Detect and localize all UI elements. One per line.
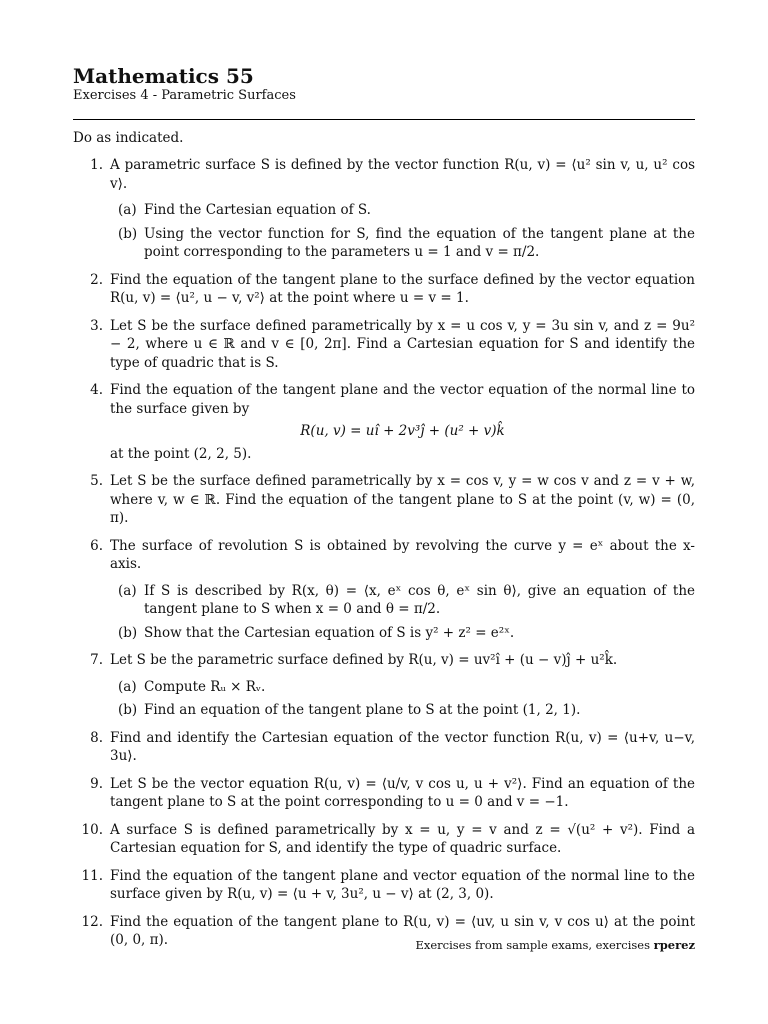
exercise-text: Let S be the surface defined parametrically by x = u cos v, y = 3u sin v, and z = 9u² − 2, where u ∈ ℝ and v ∈ [0, 2π]. Find a Cartesian equation for S and identify the type of quadric that is S. (110, 317, 695, 371)
exercise-part-text: Find an equation of the tangent plane to S at the point (1, 2, 1). (144, 702, 581, 718)
exercise-number: 6. (90, 537, 103, 554)
exercise-number: 9. (90, 775, 103, 792)
exercise-text: A parametric surface S is defined by the vector function R(u, v) = ⟨u² sin v, u, u² cos v⟩. (110, 157, 695, 192)
exercise-number: 3. (90, 317, 103, 334)
exercise-number: 11. (81, 867, 103, 884)
exercise-text: Let S be the vector equation R(u, v) = ⟨u/v, v cos u, u + v²⟩. Find an equation of the tangent plane to S at the point corresponding to u = 0 and v = −1. (110, 775, 695, 810)
document-page (73, 62, 695, 959)
instructions: Do as indicated. (73, 130, 184, 146)
footer-text: Exercises from sample exams, exercises (415, 938, 651, 952)
exercise-part (110, 225, 695, 262)
exercise-part-label: (a) (118, 582, 137, 599)
exercise-text: Find and identify the Cartesian equation of the vector function R(u, v) = ⟨u+v, u−v, 3u⟩. (110, 729, 695, 764)
page-subtitle: Exercises 4 - Parametric Surfaces (73, 88, 296, 103)
exercise-item (73, 775, 695, 812)
exercise-item (73, 156, 695, 262)
exercise-part-text: If S is described by R(x, θ) = ⟨x, eˣ cos θ, eˣ sin θ⟩, give an equation of the tangent plane to S when x = 0 and θ = π/2. (144, 582, 695, 617)
exercise-part (110, 624, 695, 643)
footer-credit (415, 938, 695, 952)
exercise-text: Find the equation of the tangent plane and the vector equation of the normal line to the surface given by (110, 382, 695, 417)
exercise-text: Let S be the surface defined parametrically by x = cos v, y = w cos v and z = v + w, where v, w ∈ ℝ. Find the equation of the tangent plane to S at the point (v, w) = (0, π). (110, 473, 695, 526)
exercise-item (73, 381, 695, 463)
exercise-item (73, 729, 695, 766)
exercise-part (110, 582, 695, 619)
exercise-item (73, 317, 695, 373)
exercise-part-text: Show that the Cartesian equation of S is y² + z² = e²ˣ. (144, 624, 515, 641)
exercise-item (73, 537, 695, 643)
exercise-display-equation: R(u, v) = uî + 2v³ĵ + (u² + v)k̂ (300, 423, 505, 439)
exercise-part (110, 701, 695, 720)
exercise-number: 1. (90, 157, 103, 173)
exercise-number: 7. (90, 652, 103, 668)
exercise-item (73, 651, 695, 720)
exercise-part-text: Using the vector function for S, find the equation of the tangent plane at the point corresponding to the parameters u = 1 and v = π/2. (144, 225, 695, 260)
exercise-list (73, 156, 695, 950)
exercise-text-continued: at the point (2, 2, 5). (110, 445, 252, 462)
footer-author: rperez (653, 938, 695, 952)
exercise-number: 10. (81, 821, 103, 838)
header-divider (73, 119, 695, 120)
exercise-text: A surface S is defined parametrically by x = u, y = v and z = √(u² + v²). Find a Cartesian equation for S, and identify the type of quadric surface. (110, 821, 695, 856)
exercise-parts (110, 582, 695, 643)
exercise-parts (110, 201, 695, 262)
exercise-number: 5. (90, 473, 103, 489)
exercise-part-label: (b) (118, 702, 138, 718)
exercise-part (110, 201, 695, 220)
page-title: Mathematics 55 (73, 64, 254, 88)
exercise-item (73, 472, 695, 528)
exercise-text: The surface of revolution S is obtained by revolving the curve y = eˣ about the x-axis. (110, 537, 695, 572)
exercise-part-label: (a) (118, 202, 137, 218)
exercise-part-text: Find the Cartesian equation of S. (144, 202, 371, 218)
exercise-text: Let S be the parametric surface defined by R(u, v) = uv²î + (u − v)ĵ + u²k̂. (110, 652, 618, 668)
exercise-part (110, 678, 695, 697)
exercise-text: Find the equation of the tangent plane and vector equation of the normal line to the surface given by R(u, v) = ⟨u + v, 3u², u − v⟩ at (2, 3, 0). (110, 867, 695, 902)
exercise-item (73, 867, 695, 904)
exercise-part-label: (b) (118, 624, 138, 641)
exercise-text: Find the equation of the tangent plane to R(u, v) = ⟨uv, u sin v, v cos u⟩ at the point (0, 0, π). (110, 913, 695, 948)
exercise-item (73, 821, 695, 858)
exercise-number: 8. (90, 729, 103, 746)
exercise-text: Find the equation of the tangent plane to the surface defined by the vector equation R(u, v) = ⟨u², u − v, v²⟩ at the point where u = v = 1. (110, 271, 695, 306)
exercise-parts (110, 678, 695, 720)
exercise-item (73, 271, 695, 308)
exercise-part-text: Compute Rᵤ × Rᵥ. (144, 678, 266, 695)
exercise-part-label: (a) (118, 678, 137, 695)
exercise-number: 12. (81, 913, 103, 930)
exercise-number: 4. (90, 382, 103, 398)
exercise-number: 2. (90, 271, 103, 288)
exercise-part-label: (b) (118, 225, 138, 242)
